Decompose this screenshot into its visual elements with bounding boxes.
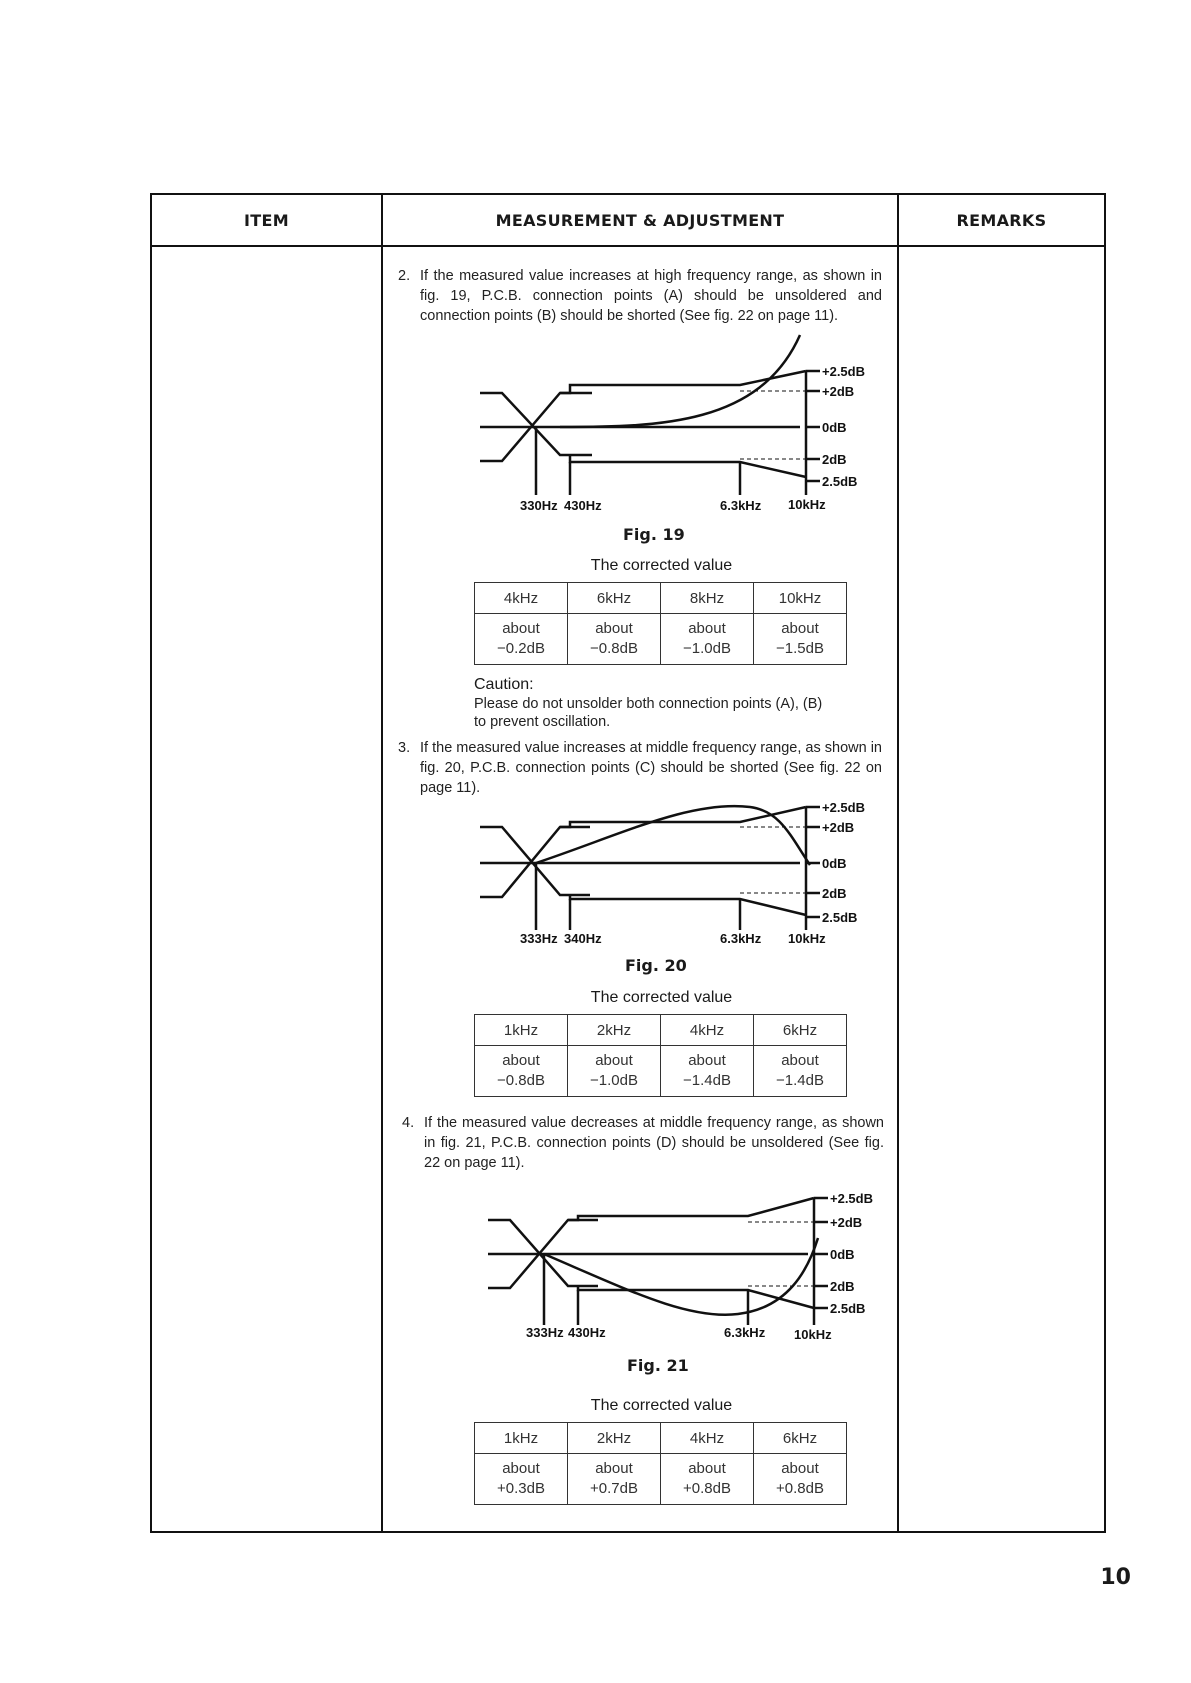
fig19-freq-63khz: 6.3kHz (720, 498, 762, 513)
fig21-freq-63khz: 6.3kHz (724, 1325, 766, 1340)
fig-21-diagram (478, 1190, 898, 1342)
fig21-freq-430hz: 430Hz (568, 1325, 606, 1340)
fig-19-table-title: The corrected value (590, 557, 733, 574)
fig20-freq-340hz: 340Hz (564, 931, 602, 946)
step-2-text: If the measured value increases at high frequency range, as shown in fig. 19, P.C.B. connection points (A) should be unsoldered and connection points (B) should be shorted (See fig. 22 on page 11). (420, 268, 882, 324)
header-item: ITEM (244, 211, 289, 230)
fig21-label-2db: 2dB (830, 1279, 855, 1294)
step-4-number: 4. (402, 1115, 415, 1131)
step-2-paragraph (398, 266, 882, 326)
page-number: 10 (1100, 1565, 1131, 1590)
fig-21-caption: Fig. 21 (627, 1356, 689, 1375)
fig21-head-cell: 1kHz (475, 1423, 568, 1454)
fig19-head-cell: 8kHz (661, 583, 754, 614)
header-measurement: MEASUREMENT & ADJUSTMENT (495, 211, 785, 230)
fig19-head-cell: 10kHz (754, 583, 847, 614)
fig21-label-plus2db: +2dB (830, 1215, 863, 1230)
step-3-paragraph (398, 738, 882, 798)
fig20-freq-63khz: 6.3kHz (720, 931, 762, 946)
step-4-paragraph (402, 1113, 884, 1173)
fig19-head-cell: 6kHz (568, 583, 661, 614)
step-4-text: If the measured value decreases at middle frequency range, as shown in fig. 21, P.C.B. connection points (D) should be unsoldered (See fig. 22 on page 11). (424, 1115, 884, 1171)
fig19-value-cell: about −0.2dB (475, 614, 568, 665)
fig20-value-cell: about −1.0dB (568, 1046, 661, 1097)
fig19-label-2db: 2dB (822, 452, 847, 467)
column-divider-1 (381, 195, 383, 1531)
caution-line-1: Please do not unsolder both connection points (A), (B) (474, 696, 823, 712)
fig-19-caption: Fig. 19 (623, 525, 685, 544)
fig19-label-0db: 0dB (822, 420, 847, 435)
fig20-head-cell: 1kHz (475, 1015, 568, 1046)
fig-21-corrected-table (474, 1422, 847, 1505)
fig-19-diagram (470, 335, 890, 513)
fig19-value-cell: about −1.0dB (661, 614, 754, 665)
fig20-value-cell: about −1.4dB (754, 1046, 847, 1097)
header-divider (152, 245, 1104, 247)
fig19-value-cell: about −0.8dB (568, 614, 661, 665)
fig-20-table-title: The corrected value (590, 989, 733, 1006)
fig20-head-cell: 2kHz (568, 1015, 661, 1046)
fig19-value-cell: about −1.5dB (754, 614, 847, 665)
fig-20-corrected-table (474, 1014, 847, 1097)
fig20-freq-333hz: 333Hz (520, 931, 558, 946)
fig21-head-cell: 6kHz (754, 1423, 847, 1454)
fig20-label-plus2db: +2dB (822, 820, 855, 835)
step-3-number: 3. (398, 740, 411, 756)
fig20-head-cell: 6kHz (754, 1015, 847, 1046)
fig20-label-25db: 2.5dB (822, 910, 858, 925)
fig21-label-25db: 2.5dB (830, 1301, 866, 1316)
fig-19-corrected-table (474, 582, 847, 665)
fig19-label-plus2db: +2dB (822, 384, 855, 399)
fig21-value-cell: about +0.8dB (754, 1454, 847, 1505)
fig-20-caption: Fig. 20 (625, 956, 687, 975)
fig19-freq-10khz: 10kHz (788, 497, 826, 512)
fig19-head-cell: 4kHz (475, 583, 568, 614)
fig21-value-cell: about +0.7dB (568, 1454, 661, 1505)
caution-line-2: to prevent oscillation. (474, 714, 611, 730)
fig19-label-25db: 2.5dB (822, 474, 858, 489)
fig-20-diagram (470, 795, 890, 947)
fig20-label-plus25db: +2.5dB (822, 800, 865, 815)
header-remarks: REMARKS (956, 211, 1047, 230)
fig20-value-cell: about −0.8dB (475, 1046, 568, 1097)
fig20-label-2db: 2dB (822, 886, 847, 901)
caution-title: Caution: (474, 676, 534, 693)
fig21-head-cell: 4kHz (661, 1423, 754, 1454)
fig20-freq-10khz: 10kHz (788, 931, 826, 946)
fig20-label-0db: 0dB (822, 856, 847, 871)
fig21-label-0db: 0dB (830, 1247, 855, 1262)
fig19-freq-330hz: 330Hz (520, 498, 558, 513)
step-2-number: 2. (398, 268, 411, 284)
fig21-value-cell: about +0.8dB (661, 1454, 754, 1505)
fig19-label-plus25db: +2.5dB (822, 364, 865, 379)
step-3-text: If the measured value increases at middle frequency range, as shown in fig. 20, P.C.B. connection points (C) should be shorted (See fig. 22 on page 11). (420, 740, 882, 796)
fig20-value-cell: about −1.4dB (661, 1046, 754, 1097)
fig-21-table-title: The corrected value (590, 1397, 733, 1414)
fig21-value-cell: about +0.3dB (475, 1454, 568, 1505)
fig21-freq-333hz: 333Hz (526, 1325, 564, 1340)
fig21-head-cell: 2kHz (568, 1423, 661, 1454)
fig20-head-cell: 4kHz (661, 1015, 754, 1046)
fig21-freq-10khz: 10kHz (794, 1327, 832, 1342)
fig19-freq-430hz: 430Hz (564, 498, 602, 513)
fig21-label-plus25db: +2.5dB (830, 1191, 873, 1206)
